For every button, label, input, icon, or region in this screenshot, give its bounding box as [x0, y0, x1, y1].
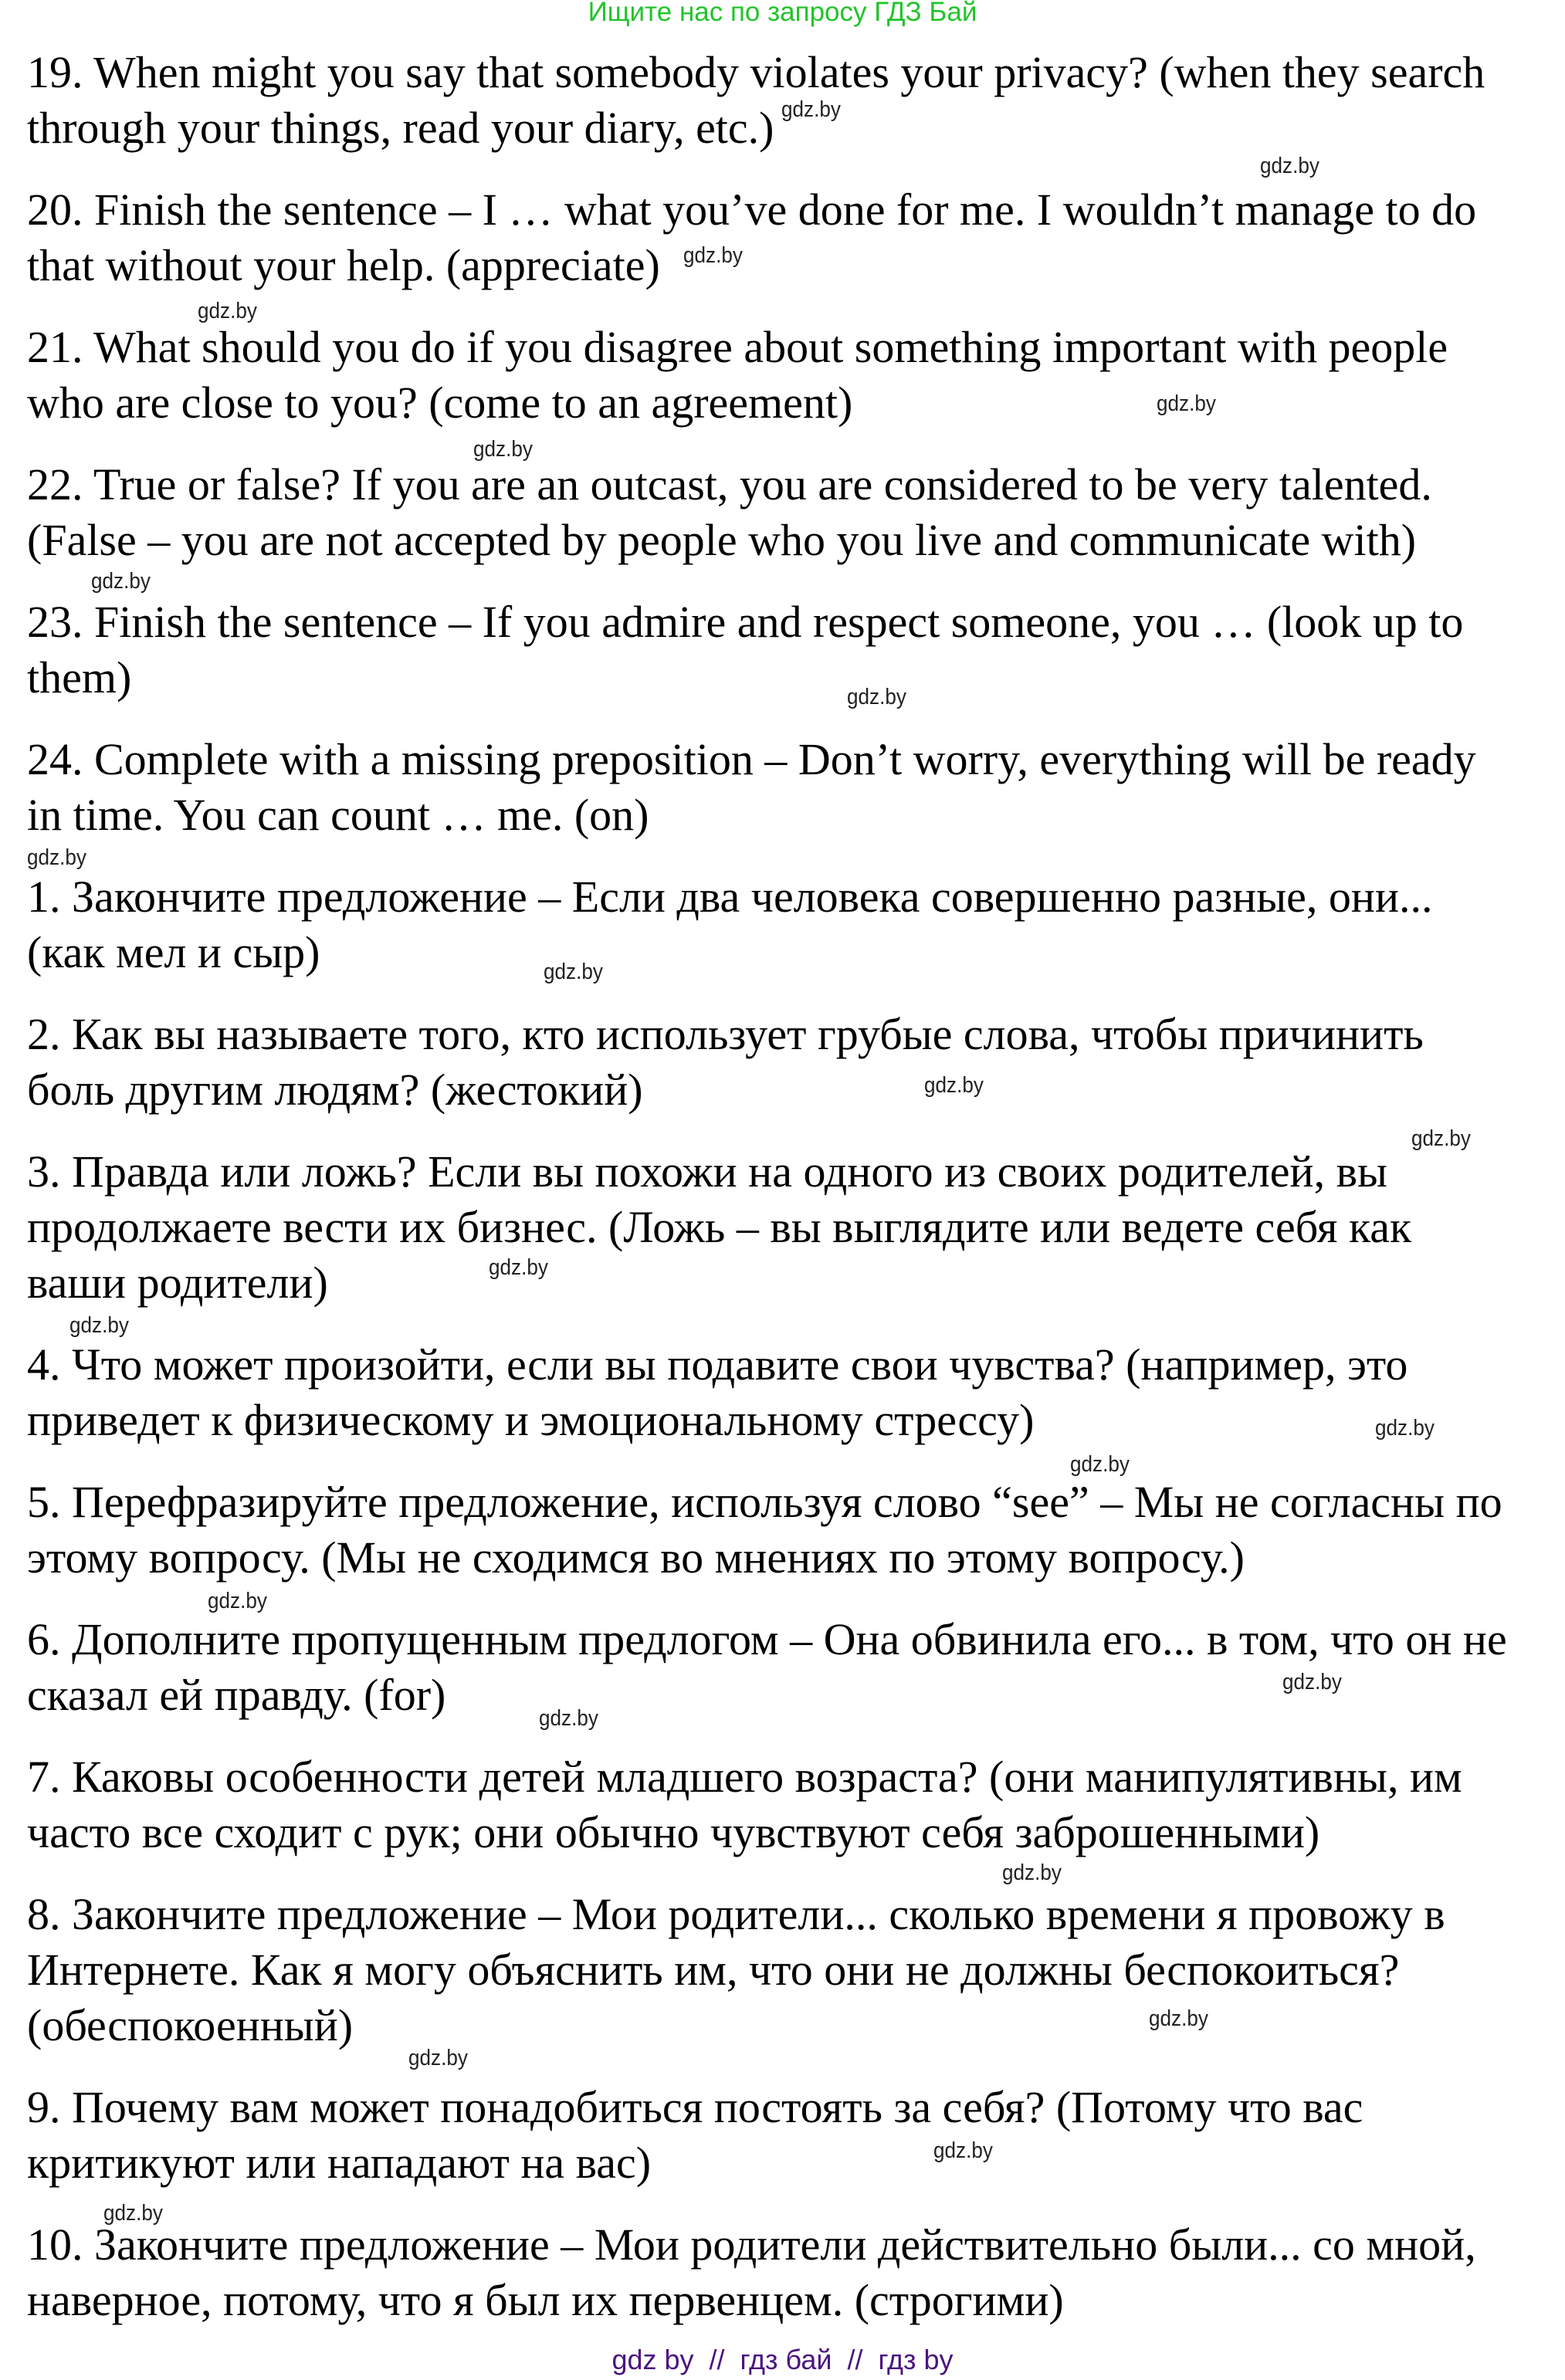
- watermark: gdz.by: [1002, 1860, 1062, 1885]
- watermark: gdz.by: [489, 1255, 548, 1280]
- answer-line: 3. Правда или ложь? Если вы похожи на одного из своих родителей, вы: [27, 1146, 1387, 1197]
- answer-item: [27, 1749, 1556, 1860]
- answer-line: часто все сходит с рук; они обычно чувствуют себя заброшенными): [27, 1807, 1320, 1857]
- answer-line: (как мел и сыр): [27, 927, 320, 977]
- answer-item: [27, 1144, 1556, 1311]
- answer-line: 9. Почему вам может понадобиться постоять за себя? (Потому что вас: [27, 2082, 1363, 2132]
- answer-line: этому вопросу. (Мы не сходимся во мнениях по этому вопросу.): [27, 1532, 1245, 1583]
- answer-line: 2. Как вы называете того, кто использует грубые слова, чтобы причинить: [27, 1009, 1424, 1059]
- watermark: gdz.by: [544, 960, 603, 984]
- answer-item: [27, 869, 1556, 980]
- watermark: gdz.by: [924, 1073, 984, 1098]
- watermark: gdz.by: [1282, 1670, 1342, 1694]
- watermark: gdz.by: [27, 845, 86, 870]
- answer-line: 8. Закончите предложение – Мои родители... сколько времени я провожу в: [27, 1889, 1445, 1939]
- answers-list: [27, 45, 1556, 2355]
- answer-line: 22. True or false? If you are an outcast, you are considered to be very talented.: [27, 459, 1432, 510]
- watermark: gdz.by: [933, 2138, 993, 2163]
- answer-item: [27, 1337, 1556, 1448]
- answer-line: 20. Finish the sentence – I … what you’ve done for me. I wouldn’t manage to do: [27, 185, 1477, 235]
- answer-line: (False – you are not accepted by people who you live and communicate with): [27, 515, 1417, 565]
- watermark: gdz.by: [408, 2046, 468, 2070]
- answer-item: [27, 1007, 1556, 1118]
- answer-line: 21. What should you do if you disagree about something important with people: [27, 322, 1448, 372]
- watermark: gdz.by: [198, 299, 257, 323]
- answer-line: ваши родители): [27, 1258, 328, 1308]
- answer-item: [27, 594, 1556, 706]
- answer-line: критикуют или нападают на вас): [27, 2138, 652, 2188]
- answer-line: сказал ей правду. (for): [27, 1670, 446, 1720]
- answer-line: 4. Что может произойти, если вы подавите свои чувства? (например, это: [27, 1339, 1408, 1390]
- watermark: gdz.by: [539, 1706, 598, 1731]
- answer-line: 10. Закончите предложение – Мои родители действительно были... со мной,: [27, 2219, 1476, 2270]
- watermark: gdz.by: [1157, 391, 1216, 416]
- answer-line: приведет к физическому и эмоциональному стрессу): [27, 1395, 1035, 1445]
- answer-line: 7. Каковы особенности детей младшего возраста? (они манипулятивны, им: [27, 1752, 1462, 1802]
- answer-line: 19. When might you say that somebody violates your privacy? (when they search: [27, 47, 1485, 97]
- watermark: gdz.by: [473, 437, 533, 462]
- watermark: gdz.by: [1070, 1452, 1130, 1477]
- watermark: gdz.by: [91, 569, 151, 594]
- answer-line: through your things, read your diary, etc.): [27, 103, 774, 153]
- answer-line: наверное, потому, что я был их первенцем. (строгими): [27, 2275, 1064, 2325]
- watermark: gdz.by: [781, 97, 841, 122]
- footer-brand: gdz by // гдз бай // гдз by: [611, 2344, 954, 2375]
- answer-line: who are close to you? (come to an agreement): [27, 377, 853, 428]
- answer-item: [27, 1474, 1556, 1586]
- answer-line: in time. You can count … me. (on): [27, 790, 649, 840]
- watermark: gdz.by: [847, 685, 906, 709]
- answer-line: 5. Перефразируйте предложение, используя слово “see” – Мы не согласны по: [27, 1477, 1502, 1527]
- watermark: gdz.by: [1411, 1126, 1471, 1151]
- answer-line: Интернете. Как я могу объяснить им, что они не должны беспокоиться?: [27, 1945, 1400, 1995]
- answer-item: [27, 320, 1556, 431]
- watermark: gdz.by: [1375, 1416, 1435, 1441]
- watermark: gdz.by: [103, 2201, 163, 2226]
- answer-line: боль другим людям? (жестокий): [27, 1065, 643, 1115]
- search-hint-banner: Ищите нас по запросу ГДЗ Бай: [588, 0, 977, 27]
- watermark: gdz.by: [208, 1589, 267, 1613]
- answer-line: 1. Закончите предложение – Если два человека совершенно разные, они...: [27, 872, 1433, 922]
- answer-line: 6. Дополните пропущенным предлогом – Она обвинила его... в том, что он не: [27, 1614, 1507, 1664]
- answer-line: them): [27, 652, 132, 702]
- answer-item: [27, 457, 1556, 568]
- answer-item: [27, 2217, 1556, 2328]
- watermark: gdz.by: [683, 243, 743, 268]
- answer-line: that without your help. (appreciate): [27, 240, 660, 290]
- answer-item: [27, 732, 1556, 843]
- watermark: gdz.by: [1149, 2006, 1208, 2031]
- answer-item: [27, 182, 1556, 293]
- answer-item: [27, 1612, 1556, 1723]
- answer-line: 23. Finish the sentence – If you admire and respect someone, you … (look up to: [27, 597, 1464, 647]
- answer-item: [27, 2080, 1556, 2191]
- watermark: gdz.by: [69, 1313, 129, 1338]
- answer-line: (обеспокоенный): [27, 2000, 354, 2050]
- answer-item: [27, 1887, 1556, 2053]
- answer-line: 24. Complete with a missing preposition – Don’t worry, everything will be ready: [27, 734, 1476, 784]
- answer-line: продолжаете вести их бизнес. (Ложь – вы выглядите или ведете себя как: [27, 1202, 1412, 1252]
- watermark: gdz.by: [1260, 154, 1319, 178]
